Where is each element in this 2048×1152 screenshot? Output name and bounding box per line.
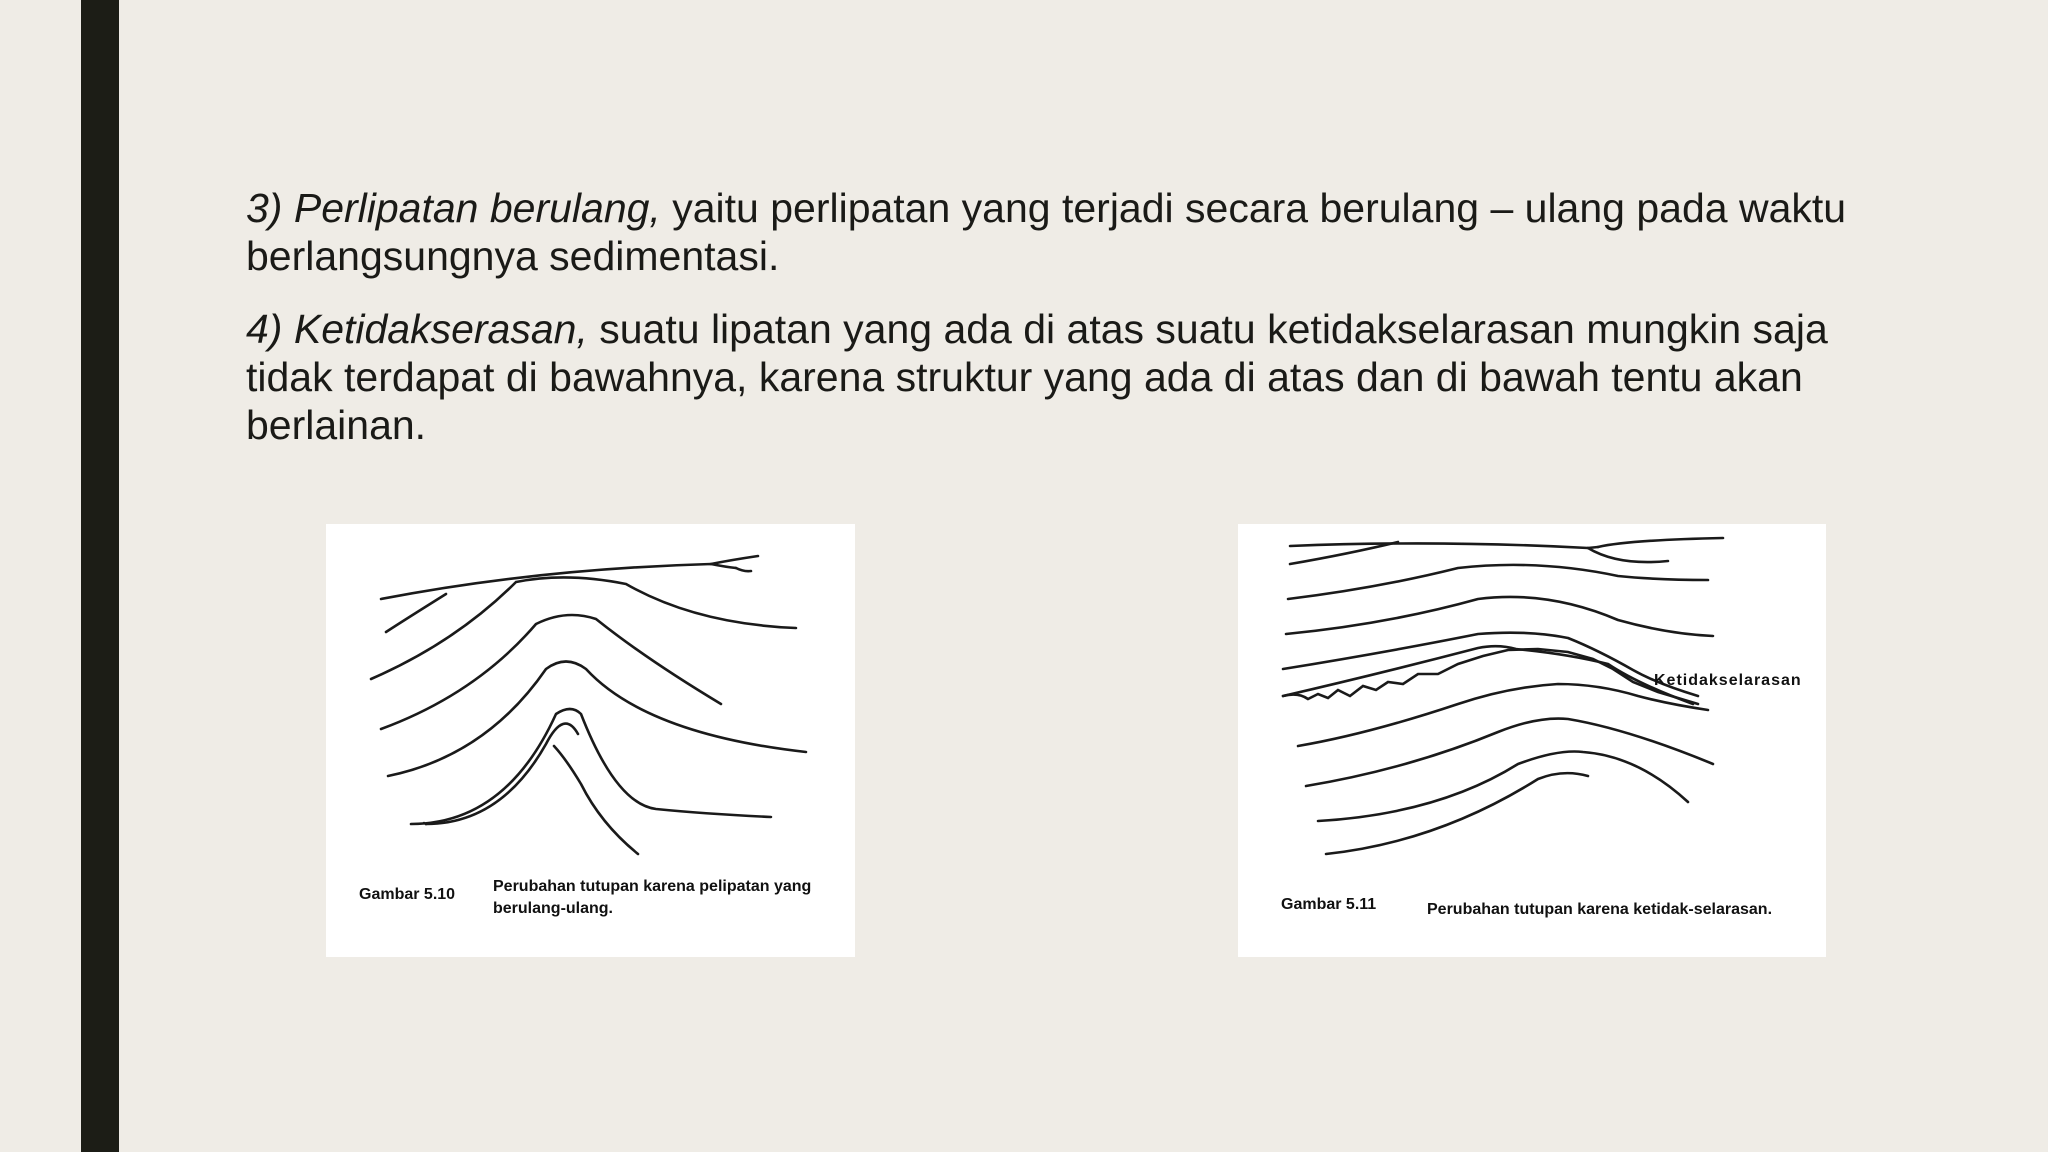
layer-line [1298, 684, 1708, 746]
paragraph-unconformity [246, 305, 1866, 449]
layer-line [381, 615, 721, 729]
layer-line [381, 564, 736, 599]
unconformity-diagram [1238, 524, 1826, 957]
figure-number: Gambar 5.11 [1281, 896, 1377, 913]
figure-caption-text: Perubahan tutupan karena pelipatan yang berulang-ulang. [493, 878, 812, 917]
layer-line [426, 724, 578, 824]
slide-content [246, 184, 1866, 474]
paragraph-text: yaitu perlipatan yang terjadi secara berulang – ulang pada waktu berlangsungnya sedimentasi. [246, 185, 1847, 279]
unconformity-label: Ketidakselarasan [1654, 672, 1802, 689]
layer-line [1290, 543, 1598, 548]
layer-line [1318, 752, 1688, 822]
layer-line [386, 594, 446, 632]
layer-line [736, 568, 751, 571]
layer-line [1598, 538, 1723, 547]
figure-repeated-folding [326, 524, 855, 957]
layer-line [1283, 633, 1698, 696]
layer-line [1588, 548, 1668, 562]
figure-caption-text: Perubahan tutupan karena ketidak-selarasan. [1427, 901, 1773, 918]
layer-line [411, 709, 771, 824]
paragraph-lead: 4) Ketidakserasan, [246, 306, 588, 352]
figure-number: Gambar 5.10 [359, 886, 456, 903]
layer-line [711, 556, 758, 564]
paragraph-repeated-folding [246, 184, 1866, 280]
layer-line [371, 577, 796, 679]
layer-line [388, 662, 806, 777]
layer-line [554, 746, 638, 854]
figure-unconformity [1238, 524, 1826, 957]
side-accent-bar [81, 0, 119, 1152]
layer-line [1326, 773, 1588, 854]
layer-line [1286, 597, 1713, 636]
paragraph-text: suatu lipatan yang ada di atas suatu ketidakselarasan mungkin saja tidak terdapat di bawahnya, karena struktur yang ada di atas dan di bawah tentu akan berlainan. [246, 306, 1828, 448]
layer-line [1288, 565, 1708, 599]
paragraph-lead: 3) Perlipatan berulang, [246, 185, 661, 231]
